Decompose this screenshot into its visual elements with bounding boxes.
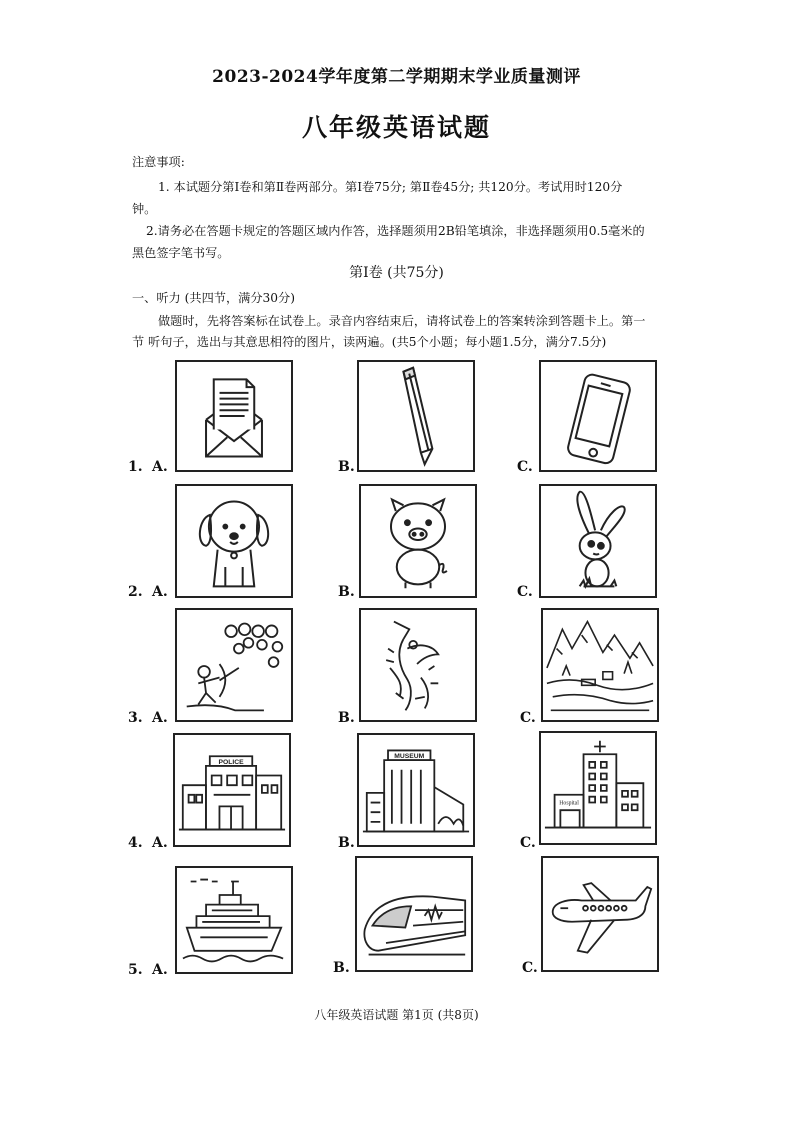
q5-option-a-picture[interactable] <box>175 866 293 974</box>
q3-option-c-label: C. <box>520 710 536 726</box>
question-number-2: 2. <box>128 584 143 600</box>
q4-option-a-picture[interactable] <box>173 733 291 847</box>
hospital-sign: Hospital <box>559 800 579 807</box>
question-number-5: 5. <box>128 962 143 978</box>
hospital-icon <box>541 733 655 843</box>
q1-option-c-label: C. <box>517 459 533 475</box>
q2-option-a-picture[interactable] <box>175 484 293 598</box>
notes-item2-line1: 2.请务必在答题卡规定的答题区域内作答，选择题须用2B铅笔填涂，非选择题须用0.5毫米的 <box>146 224 645 238</box>
mountain-landscape-icon <box>543 610 657 720</box>
q1-option-b-picture[interactable] <box>357 360 475 472</box>
question-number-1: 1. <box>128 459 143 475</box>
envelope-letter-icon <box>177 362 291 470</box>
high-speed-train-icon <box>357 858 471 970</box>
smartphone-icon <box>541 362 655 470</box>
q1-option-a-picture[interactable] <box>175 360 293 472</box>
dog-icon <box>177 486 291 596</box>
q5-option-c-label: C. <box>522 960 538 976</box>
q4-option-a-label: A. <box>152 835 168 851</box>
q5-option-c-picture[interactable] <box>541 856 659 972</box>
notes-item1-line1: 1. 本试题分第Ⅰ卷和第Ⅱ卷两部分。第Ⅰ卷75分; 第Ⅱ卷45分; 共120分。考试用时120分 <box>158 180 623 194</box>
notes-heading: 注意事项: <box>132 155 185 169</box>
archer-shooting-suns-icon <box>177 610 291 720</box>
q1-option-b-label: B. <box>338 459 355 475</box>
q1-option-a-label: A. <box>152 459 168 475</box>
part1-title: 一、听力 (共四节，满分30分) <box>132 291 295 305</box>
q3-option-b-picture[interactable] <box>359 608 477 722</box>
q3-option-a-label: A. <box>152 710 168 726</box>
q4-option-c-picture[interactable] <box>539 731 657 845</box>
q2-option-b-label: B. <box>338 584 355 600</box>
police-sign: POLICE <box>218 758 244 766</box>
pig-icon <box>361 486 475 596</box>
q5-option-a-label: A. <box>152 962 168 978</box>
police-station-icon <box>175 735 289 845</box>
volume-title: 第Ⅰ卷 (共75分) <box>349 265 444 281</box>
q2-option-a-label: A. <box>152 584 168 600</box>
rabbit-icon <box>541 486 655 596</box>
q4-option-b-picture[interactable] <box>357 733 475 847</box>
paper-title: 八年级英语试题 <box>301 113 491 142</box>
q3-option-b-label: B. <box>338 710 355 726</box>
question-number-4: 4. <box>128 835 143 851</box>
exam-title: 2023-2024学年度第二学期期末学业质量测评 <box>212 67 581 87</box>
q2-option-c-picture[interactable] <box>539 484 657 598</box>
museum-icon <box>359 735 473 845</box>
notes-item2-line2: 黑色签字笔书写。 <box>132 246 230 260</box>
instruction-line1: 做题时，先将答案标在试卷上。录音内容结束后，请将试卷上的答案转涂到答题卡上。第一 <box>158 314 646 328</box>
q5-option-b-label: B. <box>333 960 350 976</box>
q4-option-c-label: C. <box>520 835 536 851</box>
q2-option-b-picture[interactable] <box>359 484 477 598</box>
q3-option-a-picture[interactable] <box>175 608 293 722</box>
q4-option-b-label: B. <box>338 835 355 851</box>
pencil-icon <box>359 362 473 470</box>
q3-option-c-picture[interactable] <box>541 608 659 722</box>
q1-option-c-picture[interactable] <box>539 360 657 472</box>
notes-item1-line2: 钟。 <box>132 202 157 216</box>
museum-sign: MUSEUM <box>394 753 425 761</box>
q5-option-b-picture[interactable] <box>355 856 473 972</box>
ship-icon <box>177 868 291 972</box>
instruction-line2: 节 听句子，选出与其意思相符的图片，读两遍。(共5个小题；每小题1.5分，满分7.5分) <box>132 335 607 349</box>
immortal-on-crane-icon <box>361 610 475 720</box>
airplane-icon <box>543 858 657 970</box>
q2-option-c-label: C. <box>517 584 533 600</box>
question-number-3: 3. <box>128 710 143 726</box>
page-footer: 八年级英语试题 第1页 (共8页) <box>314 1008 479 1022</box>
